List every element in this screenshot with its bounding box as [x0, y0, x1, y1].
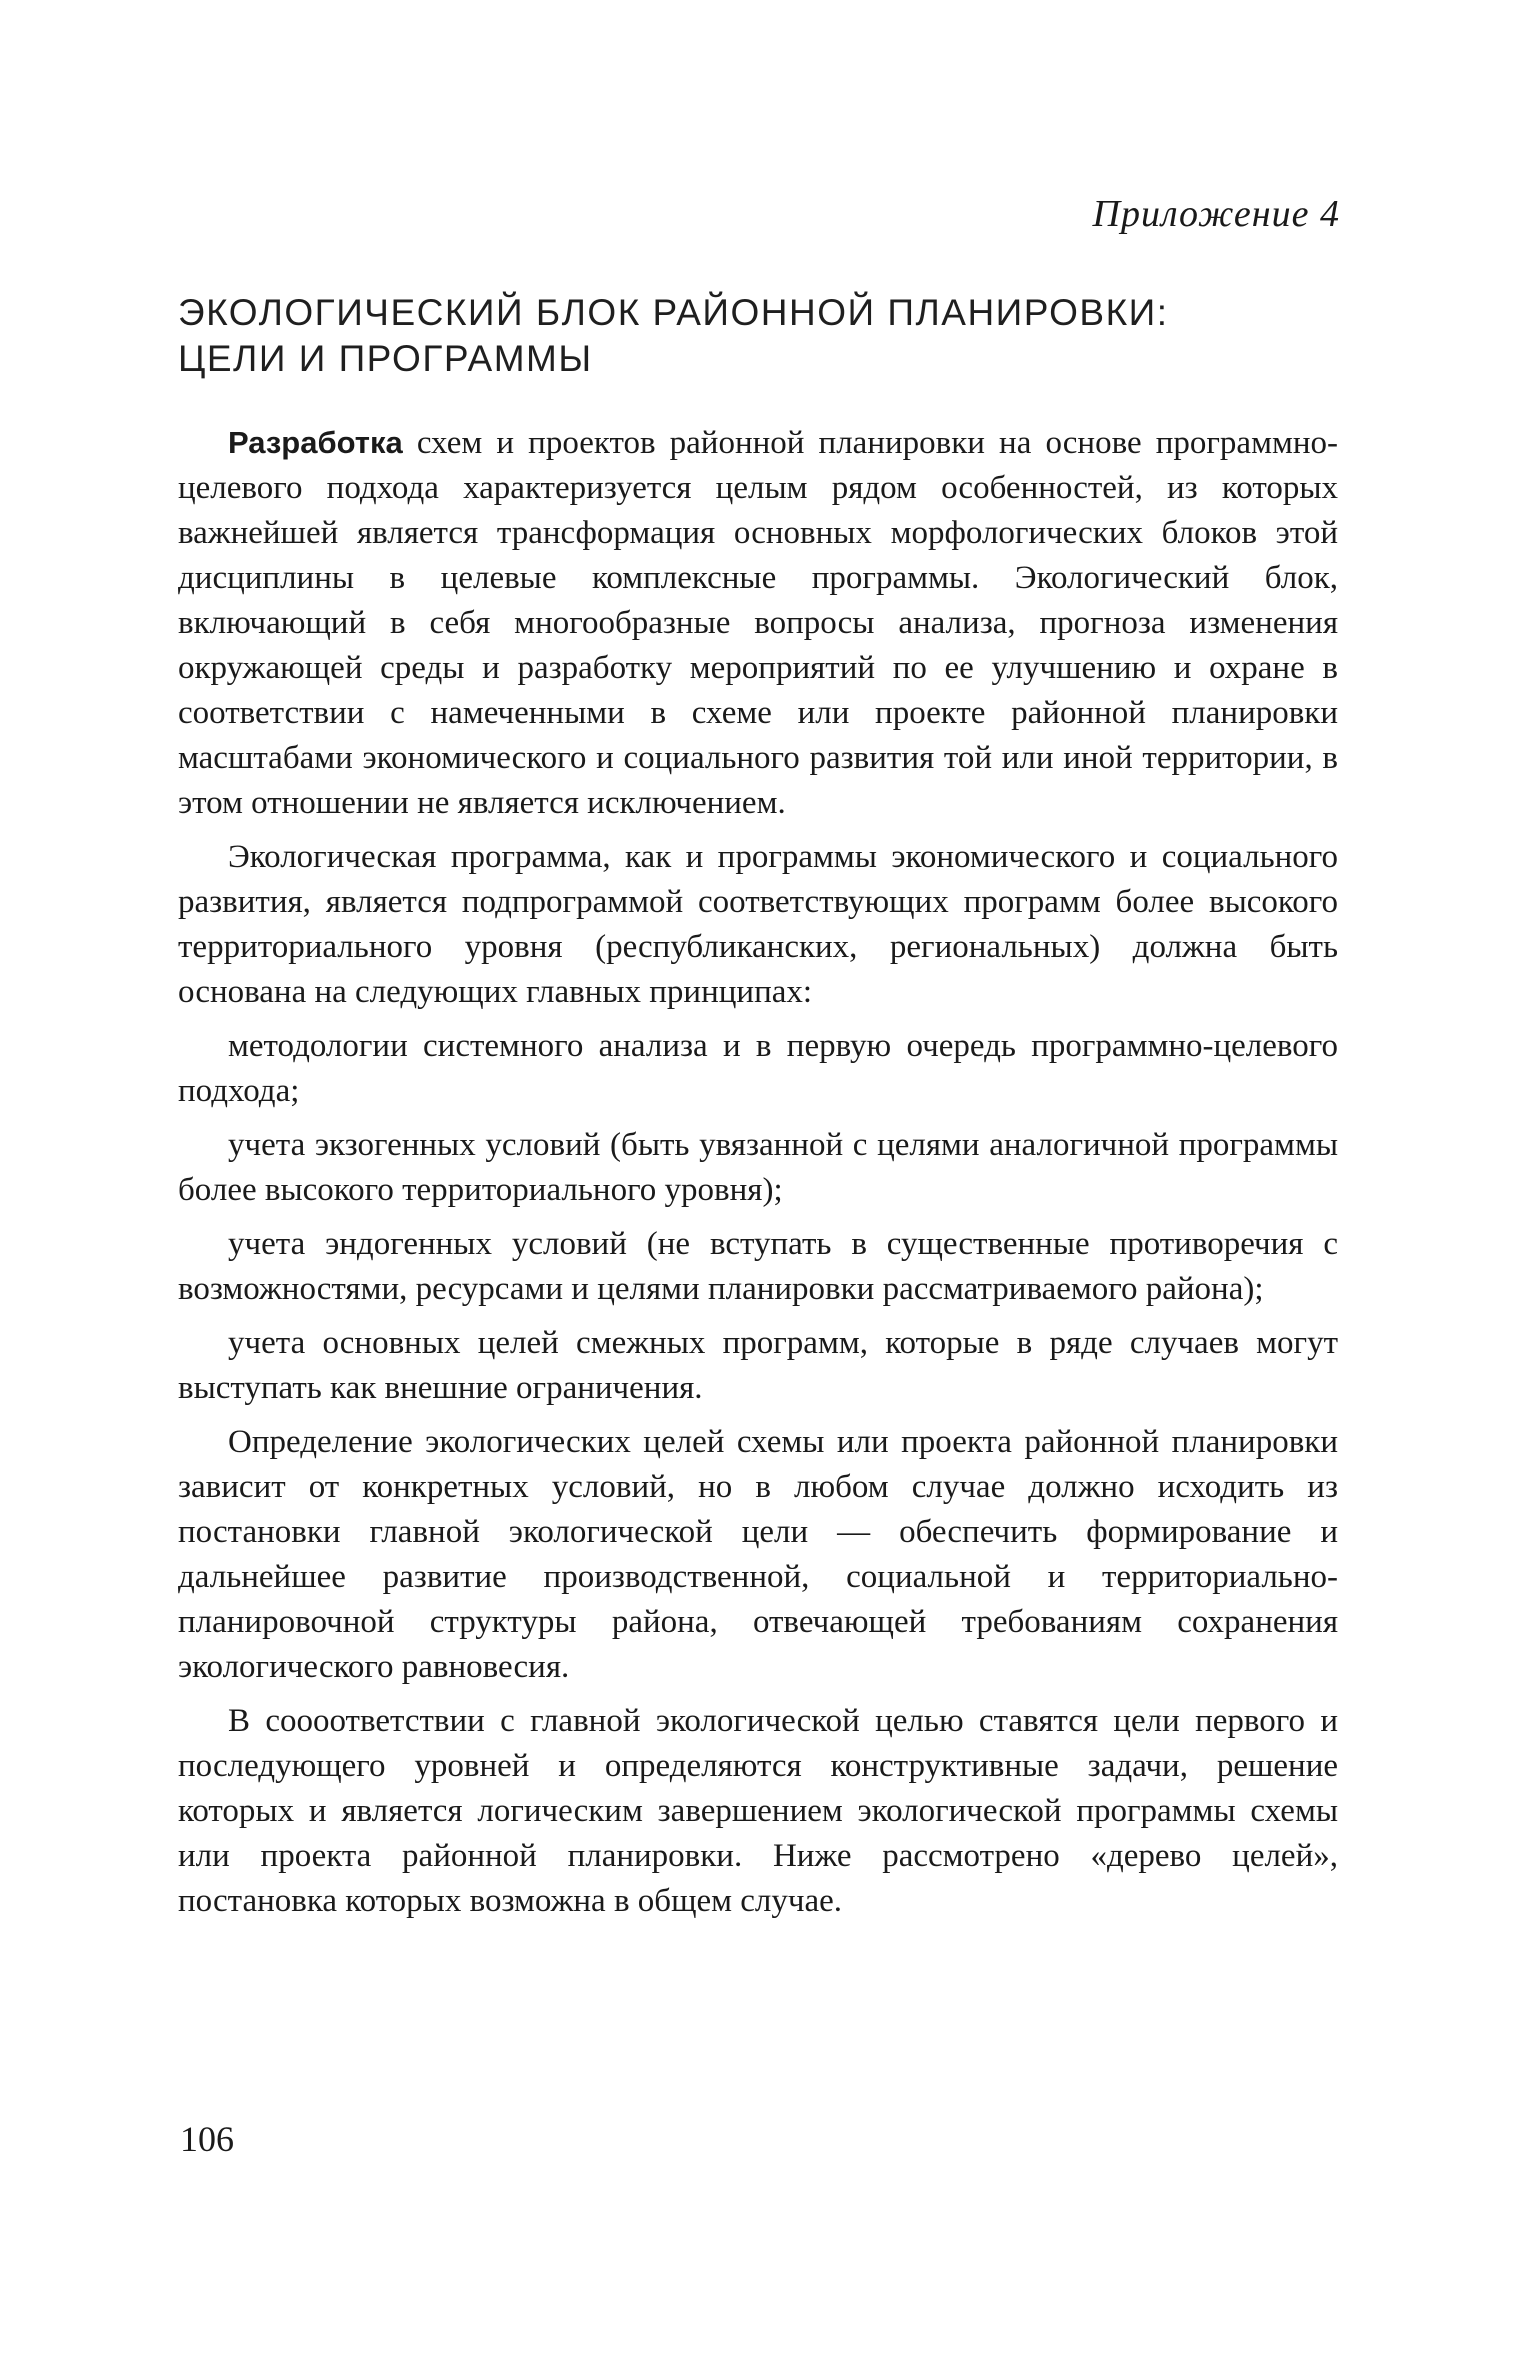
paragraph-1 [178, 420, 1338, 826]
section-title-line-1: ЭКОЛОГИЧЕСКИЙ БЛОК РАЙОННОЙ ПЛАНИРОВКИ: [178, 292, 1169, 333]
principle-item-2: учета экзогенных условий (быть увязанной с целями аналогичной программы более высокого территориального уровня); [178, 1127, 1338, 1208]
paragraph-1-lead-word: Разработка [228, 425, 403, 460]
appendix-label: Приложение 4 [1092, 193, 1340, 235]
principle-item-3: учета эндогенных условий (не вступать в существенные противоречия с возможностями, ресурсами и целями планировки рассматриваемого района); [178, 1226, 1338, 1307]
body-text [178, 420, 1338, 1933]
page-number: 106 [180, 2119, 234, 2159]
paragraph-8: В соооответствии с главной экологической целью ставятся цели первого и последующего уровней и определяются конструктивные задачи, решение которых и является логическим завершением экологической программы схемы или проекта районной планировки. Ниже рассмотрено «дерево целей», постановка которых возможна в общем случае. [178, 1703, 1338, 1919]
principle-item-4: учета основных целей смежных программ, которые в ряде случаев могут выступать как внешние ограничения. [178, 1325, 1338, 1406]
section-title-line-2: ЦЕЛИ И ПРОГРАММЫ [178, 338, 593, 379]
section-title [178, 290, 1358, 382]
principle-item-1: методологии системного анализа и в первую очередь программно-целевого подхода; [178, 1028, 1338, 1109]
paragraph-7: Определение экологических целей схемы или проекта районной планировки зависит от конкретных условий, но в любом случае должно исходить из постановки главной экологической цели — обеспечить формирование и дальнейшее развитие производственной, социальной и территориально-планировочной структуры района, отвечающей требованиям сохранения экологического равновесия. [178, 1424, 1338, 1685]
paragraph-1-text: схем и проектов районной планировки на основе программно-целевого подхода характеризуется целым рядом особенностей, из которых важнейшей является трансформация основных морфологических блоков этой дисциплины в целевые комплексные программы. Экологический блок, включающий в себя многообразные вопросы анализа, прогноза изменения окружающей среды и разработку мероприятий по ее улучшению и охране в соответствии с намеченными в схеме или проекте районной планировки масштабами экономического и социального развития той или иной территории, в этом отношении не является исключением. [178, 425, 1338, 821]
paragraph-2: Экологическая программа, как и программы экономического и социального развития, является подпрограммой соответствующих программ более высокого территориального уровня (республиканских, региональных) должна быть основана на следующих главных принципах: [178, 839, 1338, 1010]
